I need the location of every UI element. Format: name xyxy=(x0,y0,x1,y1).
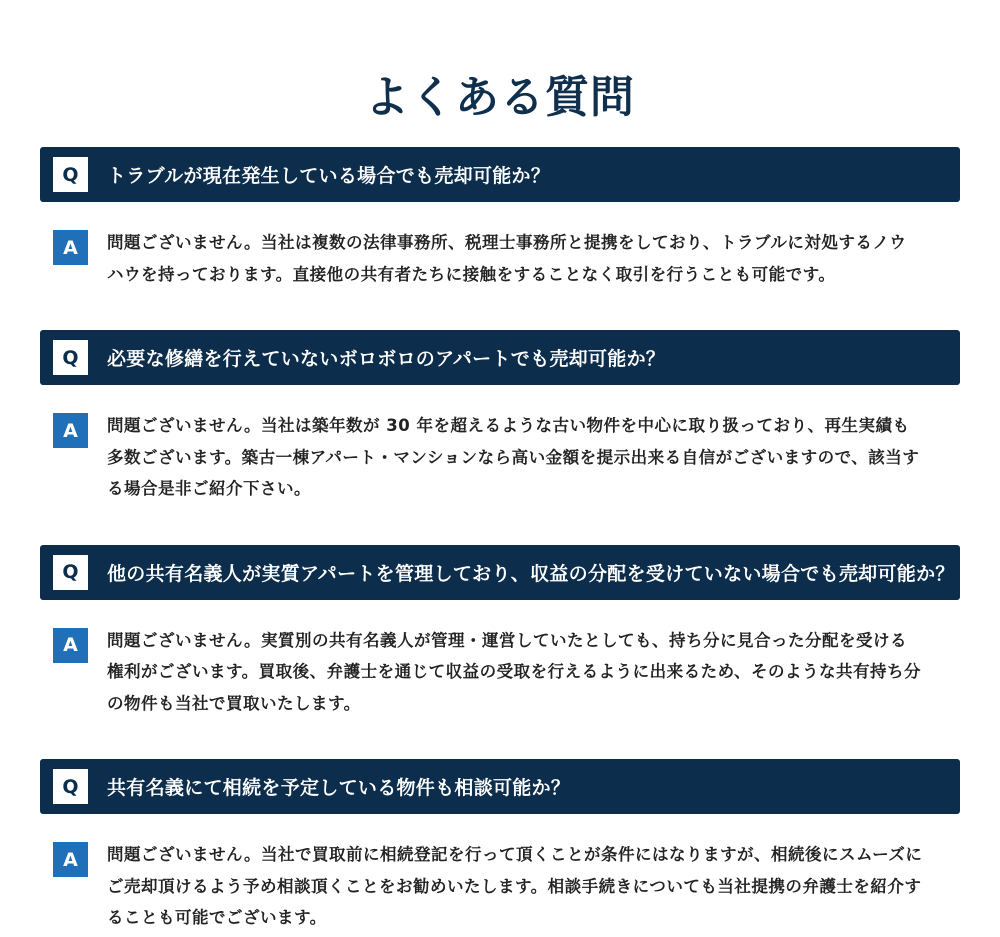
answer-badge: A xyxy=(53,230,88,265)
faq-answer xyxy=(40,410,960,505)
faq-question-text: 必要な修繕を行えていないボロボロのアパートでも売却可能か？ xyxy=(107,348,666,370)
faq-question-bar[interactable] xyxy=(40,147,960,202)
faq-question-bar[interactable] xyxy=(40,330,960,385)
answer-badge: A xyxy=(53,628,88,663)
question-badge: Q xyxy=(53,157,88,192)
question-badge: Q xyxy=(53,769,88,804)
faq-item xyxy=(40,545,960,720)
answer-badge: A xyxy=(53,413,88,448)
faq-question-text: 共有名義にて相続を予定している物件も相談可能か？ xyxy=(107,777,571,799)
faq-answer xyxy=(40,839,960,934)
question-badge: Q xyxy=(53,340,88,375)
faq-item xyxy=(40,759,960,934)
faq-answer xyxy=(40,625,960,720)
faq-answer-text: 問題ございません。実質別の共有名義人が管理・運営していたとしても、持ち分に見合った分配を受ける権利がございます。買取後、弁護士を通じて収益の受取を行えるように出来るため、そのような共有持ち分の物件も当社で買取いたします。 xyxy=(107,630,922,713)
faq-item xyxy=(40,330,960,505)
faq-question-bar[interactable] xyxy=(40,759,960,814)
faq-item xyxy=(40,147,960,290)
faq-answer-text: 問題ございません。当社は複数の法律事務所、税理士事務所と提携をしており、トラブルに対処するノウハウを持っております。直接他の共有者たちに接触をすることなく取引を行うことも可能です。 xyxy=(107,233,907,284)
faq-question-text: 他の共有名義人が実質アパートを管理しており、収益の分配を受けていない場合でも売却可能か？ xyxy=(107,562,955,585)
faq-list xyxy=(40,147,960,934)
faq-question-bar[interactable] xyxy=(40,545,960,600)
faq-question-text: トラブルが現在発生している場合でも売却可能か？ xyxy=(107,165,551,187)
faq-answer xyxy=(40,227,960,290)
faq-answer-text: 問題ございません。当社は築年数が 30 年を超えるような古い物件を中心に取り扱っており、再生実績も多数ございます。築古一棟アパート・マンションなら高い金額を提示出来る自信がございますので、該当する場合是非ご紹介下さい。 xyxy=(107,416,920,498)
faq-answer-text: 問題ございません。当社で買取前に相続登記を行って頂くことが条件にはなりますが、相続後にスムーズにご売却頂けるよう予め相談頂くことをお勧めいたします。相談手続きについても当社提携の弁護士を紹介することも可能でございます。 xyxy=(107,845,923,927)
answer-badge: A xyxy=(53,842,88,877)
page-title: よくある質問 xyxy=(365,72,635,123)
question-badge: Q xyxy=(53,555,88,590)
